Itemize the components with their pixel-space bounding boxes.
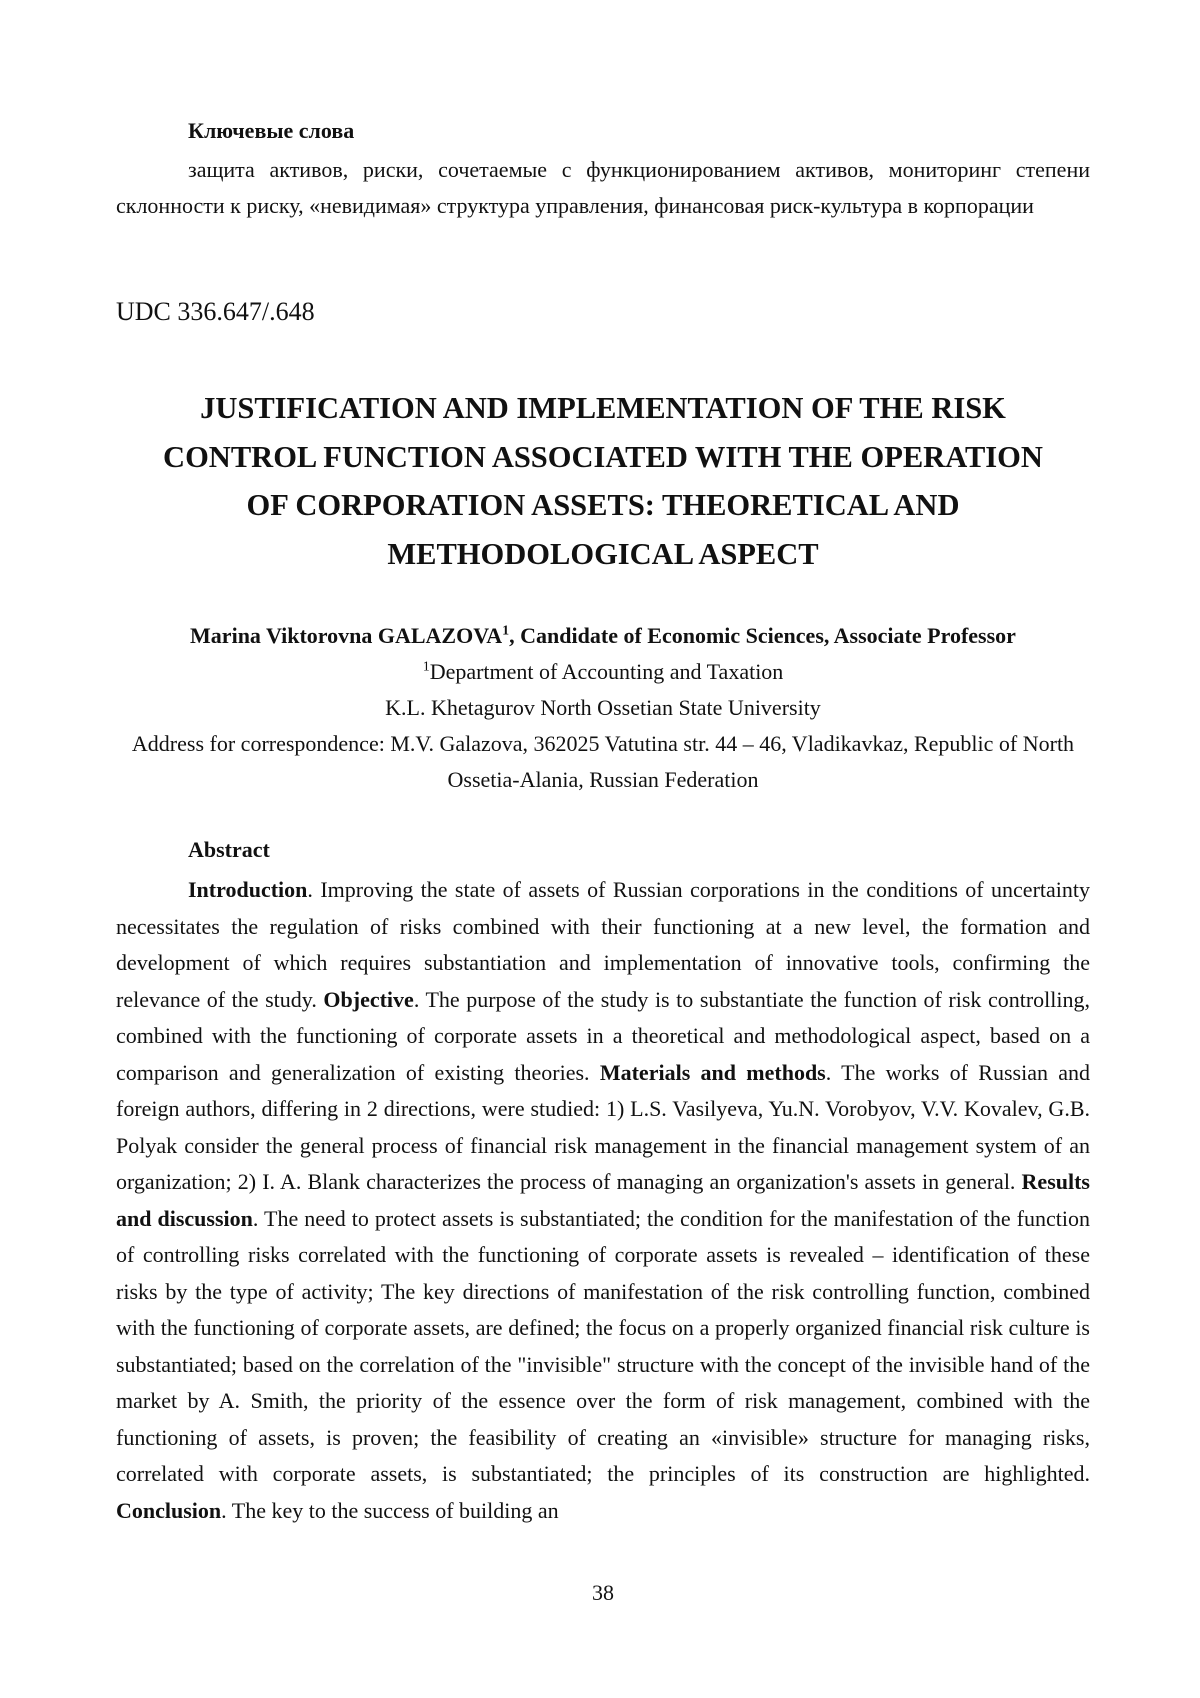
abstract-heading: Abstract — [188, 835, 270, 865]
results-label: Results and discussion — [116, 1169, 1090, 1231]
abstract-text — [116, 872, 1090, 1529]
udc-code: UDC 336.647/.648 — [116, 296, 315, 328]
affiliation-sup: 1 — [423, 660, 430, 675]
methods-text: . The works of Russian and foreign authors, differing in 2 directions, were studied: 1) L.S. Vasilyeva, Yu.N. Vorobyov, V.V. Kovalev, G.B. Polyak consider the general process of financial risk management in the financial management system of an organization; 2) I. A. Blank characterizes the process of managing an organization's assets in general. — [116, 1060, 1090, 1195]
keywords-text: защита активов, риски, сочетаемые с функционированием активов, мониторинг степени склонности к риску, «невидимая» структура управления, финансовая риск-культура в корпорации — [116, 152, 1090, 223]
title-line-1: JUSTIFICATION AND IMPLEMENTATION OF THE RISK — [116, 384, 1090, 433]
intro-text: . Improving the state of assets of Russian corporations in the conditions of uncertainty necessitates the regulation of risks combined with their functioning at a new level, the formation and development of which requires substantiation and implementation of innovative tools, confirming the relevance of the study. — [116, 877, 1090, 1012]
department-line — [116, 654, 1090, 690]
results-text: . The need to protect assets is substantiated; the condition for the manifestation of the function of controlling risks correlated with the functioning of corporate assets is revealed – identification of these risks by the type of activity; The key directions of manifestation of the risk controlling function, combined with the functioning of corporate assets, are defined; the focus on a properly organized financial risk culture is substantiated; based on the correlation of the "invisible" structure with the concept of the invisible hand of the market by A. Smith, the priority of the essence over the form of risk management, combined with the functioning of assets, is proven; the feasibility of creating an «invisible» structure for managing risks, correlated with corporate assets, is substantiated; the principles of its construction are highlighted. — [116, 1206, 1090, 1487]
author-block — [116, 618, 1090, 798]
objective-text: . The purpose of the study is to substantiate the function of risk controlling, combined with the functioning of corporate assets in a theoretical and methodological aspect, based on a comparison and generalization of existing theories. — [116, 987, 1090, 1085]
department: Department of Accounting and Taxation — [430, 659, 784, 684]
conclusion-text: . The key to the success of building an — [221, 1498, 558, 1523]
objective-label: Objective — [323, 987, 413, 1012]
title-line-2: CONTROL FUNCTION ASSOCIATED WITH THE OPERATION — [116, 433, 1090, 482]
intro-label: Introduction — [188, 877, 307, 902]
conclusion-label: Conclusion — [116, 1498, 221, 1523]
methods-label: Materials and methods — [600, 1060, 826, 1085]
correspondence-address: Address for correspondence: M.V. Galazova, 362025 Vatutina str. 44 – 46, Vladikavkaz, Republic of North Ossetia-Alania, Russian Federation — [116, 726, 1090, 798]
author-line — [116, 618, 1090, 654]
keywords-heading: Ключевые слова — [188, 116, 354, 146]
university: K.L. Khetagurov North Ossetian State University — [116, 690, 1090, 726]
author-credentials: , Candidate of Economic Sciences, Associate Professor — [509, 623, 1016, 648]
author-name: Marina Viktorovna GALAZOVA — [190, 623, 502, 648]
title-line-4: METHODOLOGICAL ASPECT — [116, 530, 1090, 579]
page-number: 38 — [116, 1578, 1090, 1608]
author-sup: 1 — [502, 624, 509, 639]
title-line-3: OF CORPORATION ASSETS: THEORETICAL AND — [116, 481, 1090, 530]
article-title — [116, 384, 1090, 578]
